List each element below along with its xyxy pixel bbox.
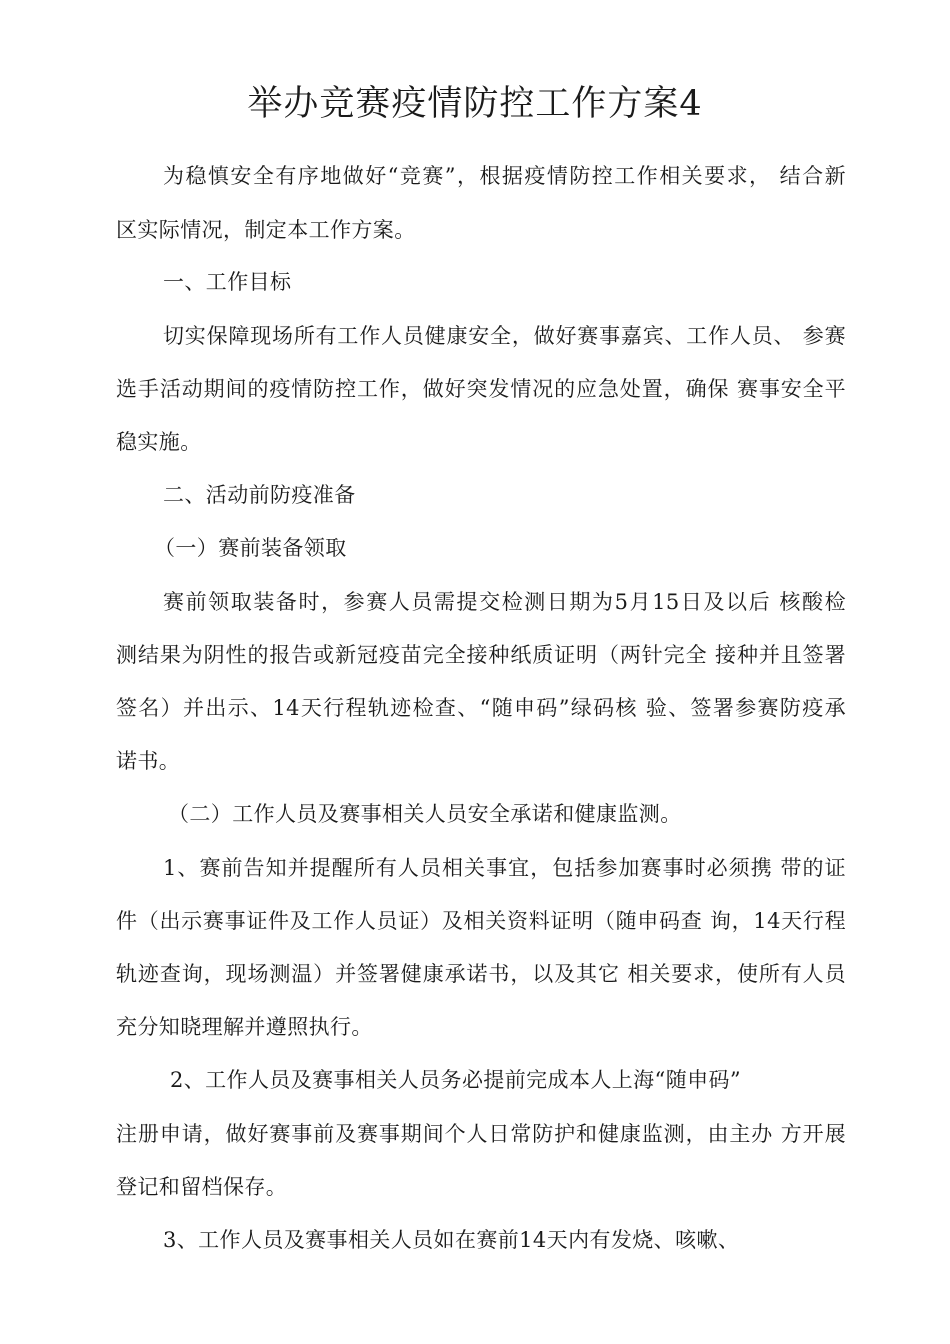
paragraph-line: 轨迹查询，现场测温）并签署健康承诺书，以及其它 相关要求，使所有人员 (116, 962, 846, 986)
section-heading: 一、工作目标 (163, 270, 292, 294)
subsection-heading: （一）赛前装备领取 (154, 536, 347, 560)
paragraph-line: 登记和留档保存。 (116, 1175, 288, 1199)
paragraph-line: 赛前领取装备时，参赛人员需提交检测日期为5月15日及以后 核酸检 (163, 590, 846, 614)
paragraph-line: 区实际情况，制定本工作方案。 (116, 218, 416, 242)
subsection-heading: （二）工作人员及赛事相关人员安全承诺和健康监测。 (168, 802, 682, 826)
paragraph-line: 3、工作人员及赛事相关人员如在赛前14天内有发烧、咳嗽、 (163, 1228, 740, 1252)
paragraph-line: 件（出示赛事证件及工作人员证）及相关资料证明（随申码查 询，14天行程 (116, 909, 846, 933)
paragraph-line: 充分知晓理解并遵照执行。 (116, 1015, 373, 1039)
paragraph-line: 稳实施。 (116, 430, 202, 454)
paragraph-line: 1、赛前告知并提醒所有人员相关事宜，包括参加赛事时必须携 带的证 (163, 856, 846, 880)
document-title: 举办竞赛疫情防控工作方案4 (247, 84, 703, 124)
paragraph-line: 选手活动期间的疫情防控工作，做好突发情况的应急处置，确保 赛事安全平 (116, 377, 846, 401)
paragraph-line: 2、工作人员及赛事相关人员务必提前完成本人上海“随申码” (170, 1068, 742, 1092)
paragraph-line: 测结果为阴性的报告或新冠疫苗完全接种纸质证明（两针完全 接种并且签署 (116, 643, 846, 667)
paragraph-line: 签名）并出示、14天行程轨迹检查、“随申码”绿码核 验、签署参赛防疫承 (116, 696, 846, 720)
paragraph-line: 注册申请，做好赛事前及赛事期间个人日常防护和健康监测，由主办 方开展 (116, 1122, 846, 1146)
section-heading: 二、活动前防疫准备 (163, 483, 356, 507)
paragraph-line: 诺书。 (116, 749, 181, 773)
paragraph-line: 切实保障现场所有工作人员健康安全，做好赛事嘉宾、工作人员、 参赛 (163, 324, 846, 348)
paragraph-line: 为稳慎安全有序地做好“竞赛”，根据疫情防控工作相关要求， 结合新 (163, 164, 846, 188)
